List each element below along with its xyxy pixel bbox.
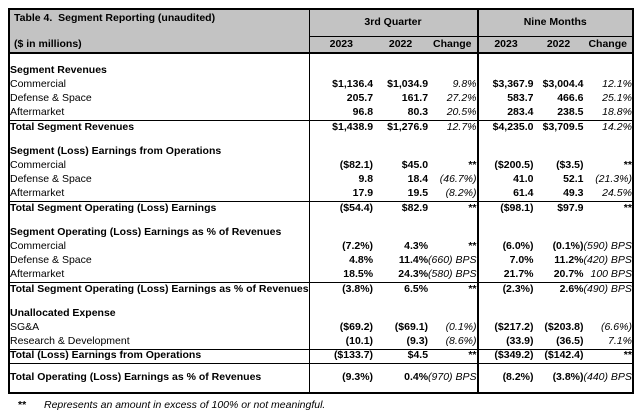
value-cell: ($133.7) — [309, 349, 373, 363]
spacer-cell — [584, 53, 633, 64]
change-cell: ** — [428, 240, 477, 254]
row-label: Total Segment Operating (Loss) Earnings as % of Revenues — [10, 282, 309, 295]
empty-cell — [478, 145, 534, 159]
footnote-marker: ** — [18, 399, 27, 411]
empty-cell — [428, 307, 477, 321]
value-cell: ($3.5) — [556, 159, 584, 172]
col-header-nm-2022: 2022 — [534, 36, 584, 53]
spacer-row — [9, 296, 633, 307]
value-cell: 11.4% — [398, 254, 429, 267]
row-label: Commercial — [9, 240, 309, 254]
table-title: Table 4. Segment Reporting (unaudited) — [14, 12, 216, 24]
spacer-cell — [428, 215, 477, 226]
row-label: Defense & Space — [9, 92, 309, 106]
empty-cell — [428, 226, 477, 240]
row-label: Aftermarket — [9, 187, 309, 201]
change-cell: ** — [428, 201, 477, 215]
units-label: ($ in millions) — [14, 37, 82, 50]
row-earnings-aftermarket — [9, 187, 633, 201]
value-cell: (10.1) — [345, 335, 374, 348]
col-header-q3-2022: 2022 — [373, 36, 428, 53]
section-header-row-segment-revenues — [9, 64, 633, 78]
row-label: Aftermarket — [9, 268, 309, 282]
col-header-q3-2023: 2023 — [309, 36, 373, 53]
value-cell: (3.8%) — [534, 363, 584, 393]
value-cell: 96.8 — [352, 106, 374, 119]
spacer-cell — [309, 215, 373, 226]
change-cell: ** — [428, 349, 477, 363]
spacer-cell — [309, 296, 373, 307]
row-label: Research & Development — [9, 335, 309, 349]
spacer-cell — [584, 215, 633, 226]
spacer-cell — [478, 215, 534, 226]
row-label: Total (Loss) Earnings from Operations — [9, 349, 309, 363]
value-cell: 6.5% — [373, 282, 428, 296]
change-cell: ** — [623, 159, 632, 172]
empty-cell — [534, 307, 584, 321]
empty-cell — [373, 64, 428, 78]
row-total-percent — [9, 282, 633, 296]
value-cell: 161.7 — [401, 92, 429, 105]
empty-cell — [428, 145, 477, 159]
row-label: SG&A — [9, 321, 309, 335]
section-header-row-earnings-percent — [9, 226, 633, 240]
row-total-loss-earnings-operations — [9, 349, 633, 363]
value-cell: 19.5 — [407, 187, 429, 200]
change-cell: (46.7%) — [428, 173, 477, 187]
row-revenues-defense-space — [9, 92, 633, 106]
change-cell: 12.7% — [428, 120, 477, 134]
row-total-operating-percent — [9, 363, 633, 393]
value-cell: 0.4% — [373, 363, 428, 393]
change-cell: (590) BPS — [583, 240, 632, 253]
spacer-cell — [9, 296, 309, 307]
spacer-cell — [428, 53, 477, 64]
value-cell: ($203.8) — [544, 321, 584, 334]
empty-cell — [534, 64, 584, 78]
row-label: Commercial — [9, 159, 309, 173]
segment-reporting-table — [8, 8, 634, 394]
change-cell: 100 BPS — [590, 268, 632, 281]
value-cell: 205.7 — [346, 92, 374, 105]
spacer-cell — [534, 296, 584, 307]
row-sga — [9, 321, 633, 335]
row-label: Defense & Space — [9, 254, 309, 268]
spacer-cell — [534, 53, 584, 64]
value-cell: 583.7 — [507, 92, 534, 105]
row-label: Total Operating (Loss) Earnings as % of Revenues — [9, 363, 309, 393]
change-cell: (8.6%) — [428, 335, 477, 349]
spacer-cell — [478, 296, 534, 307]
value-cell: $1,276.9 — [373, 120, 428, 134]
spacer-cell — [428, 134, 477, 145]
value-cell: ($142.4) — [534, 349, 584, 363]
row-label: Commercial — [9, 78, 309, 92]
value-cell: (33.9) — [506, 335, 534, 348]
value-cell: $3,367.9 — [492, 78, 534, 91]
value-cell: 49.3 — [563, 187, 584, 200]
value-cell: $97.9 — [534, 201, 584, 215]
change-cell: 7.1% — [608, 335, 632, 348]
section-header-row-unallocated-expense — [9, 307, 633, 321]
row-total-segment-revenues — [9, 120, 633, 134]
row-revenues-commercial — [9, 78, 633, 92]
empty-cell — [373, 226, 428, 240]
value-cell: 20.7% — [553, 268, 584, 281]
spacer-cell — [534, 215, 584, 226]
empty-cell — [309, 307, 373, 321]
value-cell: $4,235.0 — [478, 120, 534, 134]
change-cell: 12.1% — [602, 78, 632, 91]
group-header-row — [9, 9, 633, 36]
footnote — [18, 399, 640, 411]
change-cell: ** — [584, 349, 633, 363]
value-cell: (3.8%) — [309, 282, 373, 296]
row-label: Total Segment Operating (Loss) Earnings — [9, 201, 309, 215]
value-cell: ($54.4) — [309, 201, 373, 215]
value-cell: 52.1 — [563, 173, 584, 186]
change-cell: (490) BPS — [583, 282, 632, 295]
change-cell: ** — [584, 201, 633, 215]
value-cell: 17.9 — [352, 187, 374, 200]
spacer-cell — [584, 296, 633, 307]
empty-cell — [584, 307, 633, 321]
row-revenues-aftermarket — [9, 106, 633, 120]
change-cell: 14.2% — [584, 120, 633, 134]
value-cell: 80.3 — [407, 106, 429, 119]
change-cell: (440) BPS — [584, 363, 633, 393]
empty-cell — [478, 307, 534, 321]
change-cell: (970) BPS — [428, 363, 477, 393]
value-cell: $82.9 — [373, 201, 428, 215]
spacer-cell — [9, 134, 309, 145]
value-cell: 18.4 — [407, 173, 429, 186]
value-cell: 4.8% — [349, 254, 374, 267]
change-cell: ** — [428, 159, 477, 173]
empty-cell — [309, 226, 373, 240]
row-research-development — [9, 335, 633, 349]
row-percent-commercial — [9, 240, 633, 254]
group-header-3rd-quarter: 3rd Quarter — [309, 9, 477, 36]
empty-cell — [373, 307, 428, 321]
empty-cell — [309, 145, 373, 159]
change-cell: (6.6%) — [601, 321, 632, 334]
group-header-nine-months: Nine Months — [478, 9, 633, 36]
spacer-cell — [9, 53, 309, 64]
value-cell: $3,709.5 — [534, 120, 584, 134]
change-cell: 18.8% — [602, 106, 632, 119]
value-cell: $45.0 — [401, 159, 429, 172]
value-cell: 4.3% — [404, 240, 429, 253]
value-cell: 283.4 — [507, 106, 534, 119]
value-cell: $4.5 — [373, 349, 428, 363]
value-cell: (8.2%) — [478, 363, 534, 393]
value-cell: 24.3% — [398, 268, 429, 281]
change-cell: (0.1%) — [428, 321, 477, 335]
value-cell: (2.3%) — [478, 282, 534, 296]
value-cell: (7.2%) — [342, 240, 374, 253]
footnote-text: Represents an amount in excess of 100% or not meaningful. — [44, 399, 326, 411]
value-cell: 61.4 — [513, 187, 534, 200]
change-cell: (420) BPS — [583, 254, 632, 267]
value-cell: 11.2% — [554, 254, 584, 267]
empty-cell — [534, 145, 584, 159]
section-header-row-segment-earnings — [9, 145, 633, 159]
value-cell: $1,438.9 — [309, 120, 373, 134]
value-cell: 7.0% — [509, 254, 534, 267]
spacer-cell — [478, 53, 534, 64]
spacer-cell — [309, 134, 373, 145]
row-percent-aftermarket — [9, 268, 633, 282]
change-cell: (8.2%) — [428, 187, 477, 201]
value-cell: 2.6% — [534, 282, 584, 296]
section-title: Segment Operating (Loss) Earnings as % of Revenues — [9, 226, 309, 240]
spacer-cell — [428, 296, 477, 307]
value-cell: ($349.2) — [478, 349, 534, 363]
empty-cell — [584, 226, 633, 240]
value-cell: (0.1%) — [552, 240, 584, 253]
section-title: Segment (Loss) Earnings from Operations — [9, 145, 309, 159]
value-cell: ($200.5) — [494, 159, 534, 172]
spacer-cell — [478, 134, 534, 145]
change-cell: (580) BPS — [428, 268, 477, 281]
empty-cell — [478, 226, 534, 240]
row-percent-defense-space — [9, 254, 633, 268]
empty-cell — [478, 64, 534, 78]
change-cell: 27.2% — [428, 92, 477, 106]
value-cell: ($217.2) — [494, 321, 534, 334]
col-header-nm-change: Change — [584, 36, 633, 53]
empty-cell — [584, 64, 633, 78]
change-cell: 20.5% — [428, 106, 477, 120]
spacer-cell — [534, 134, 584, 145]
section-title: Segment Revenues — [9, 64, 309, 78]
spacer-cell — [373, 134, 428, 145]
empty-cell — [428, 64, 477, 78]
row-label: Total Segment Revenues — [9, 120, 309, 134]
spacer-cell — [584, 134, 633, 145]
row-total-segment-operating-earnings — [9, 201, 633, 215]
value-cell: ($98.1) — [478, 201, 534, 215]
value-cell: ($82.1) — [339, 159, 374, 172]
value-cell: 9.8 — [358, 173, 374, 186]
spacer-row — [9, 53, 633, 64]
spacer-row — [9, 134, 633, 145]
row-label: Defense & Space — [9, 173, 309, 187]
value-cell: 18.5% — [343, 268, 374, 281]
col-header-q3-change: Change — [428, 36, 477, 53]
spacer-cell — [309, 53, 373, 64]
value-cell: (9.3%) — [309, 363, 373, 393]
value-cell: (6.0%) — [502, 240, 534, 253]
spacer-cell — [373, 296, 428, 307]
value-cell: $1,136.4 — [332, 78, 374, 91]
row-earnings-commercial — [9, 159, 633, 173]
title-cell — [9, 9, 309, 53]
row-label: Aftermarket — [9, 106, 309, 120]
value-cell: $1,034.9 — [387, 78, 429, 91]
change-cell: 25.1% — [602, 92, 632, 105]
change-cell: ** — [428, 282, 477, 296]
spacer-row — [9, 215, 633, 226]
section-title: Unallocated Expense — [9, 307, 309, 321]
change-cell: 9.8% — [428, 78, 477, 92]
col-header-nm-2023: 2023 — [478, 36, 534, 53]
value-cell: 238.5 — [557, 106, 584, 119]
value-cell: ($69.2) — [339, 321, 374, 334]
change-cell: (21.3%) — [595, 173, 632, 186]
value-cell: (36.5) — [556, 335, 584, 348]
empty-cell — [309, 64, 373, 78]
empty-cell — [373, 145, 428, 159]
value-cell: (9.3) — [406, 335, 429, 348]
empty-cell — [584, 145, 633, 159]
value-cell: ($69.1) — [394, 321, 429, 334]
change-cell: (660) BPS — [428, 254, 477, 267]
spacer-cell — [373, 53, 428, 64]
value-cell: 21.7% — [503, 268, 534, 281]
empty-cell — [534, 226, 584, 240]
value-cell: $3,004.4 — [542, 78, 584, 91]
spacer-cell — [9, 215, 309, 226]
row-earnings-defense-space — [9, 173, 633, 187]
value-cell: 41.0 — [513, 173, 534, 186]
value-cell: 466.6 — [557, 92, 584, 105]
change-cell: 24.5% — [602, 187, 632, 200]
spacer-cell — [373, 215, 428, 226]
